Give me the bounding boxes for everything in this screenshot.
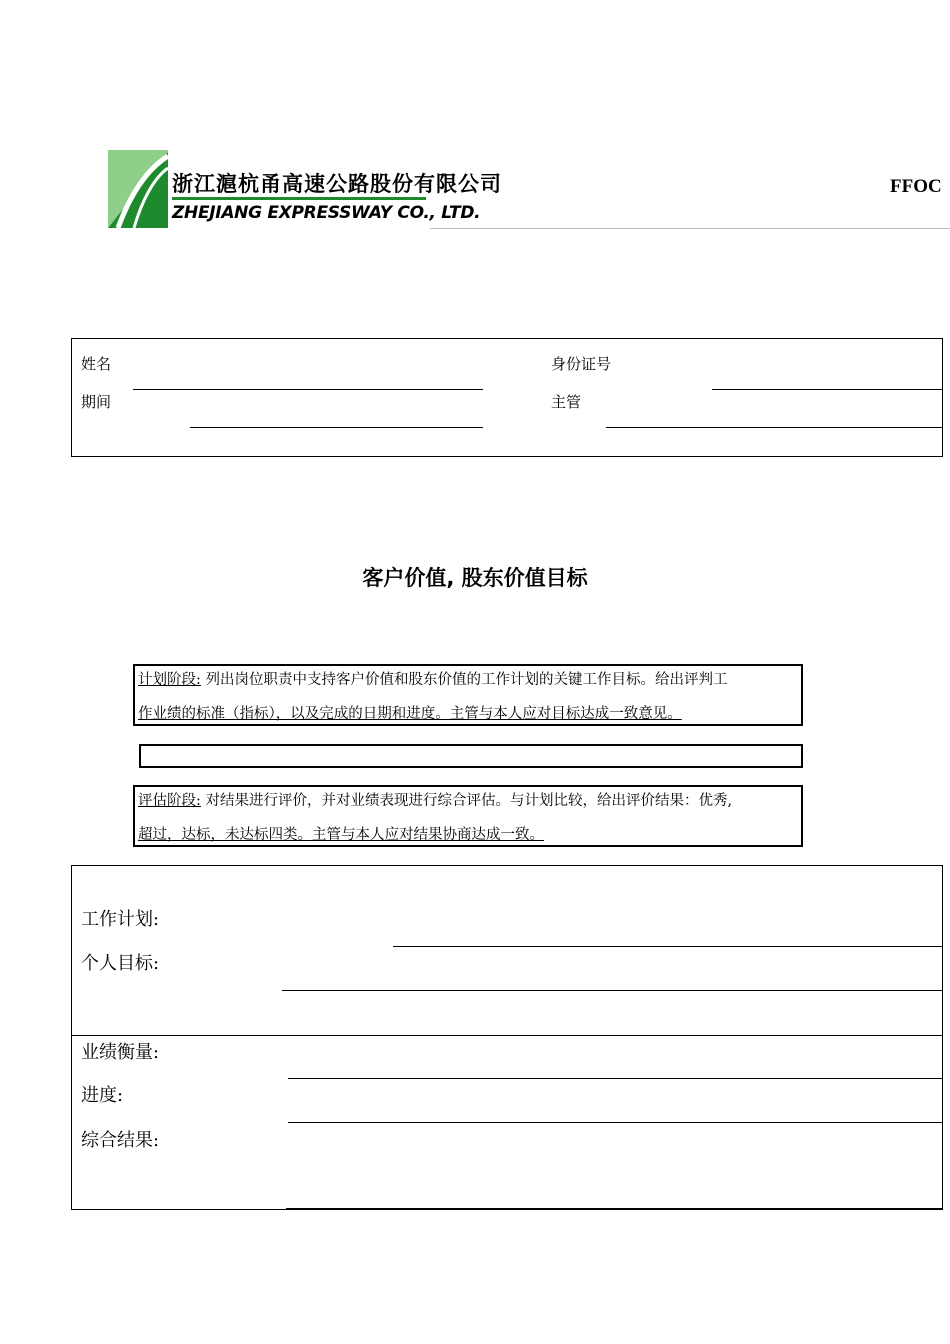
work-plan-label: 工作计划: bbox=[81, 909, 160, 930]
eval-stage-box bbox=[133, 785, 803, 847]
plan-stage-heading: 计划阶段: bbox=[138, 672, 201, 688]
overall-result-label: 综合结果: bbox=[81, 1130, 160, 1151]
name-label: 姓名 bbox=[81, 355, 112, 373]
plan-stage-line-2 bbox=[138, 694, 801, 724]
blank-box bbox=[139, 744, 803, 768]
period-field[interactable] bbox=[190, 427, 483, 428]
plan-stage-line-1 bbox=[138, 666, 801, 694]
page-title: 客户价值, 股东价值目标 bbox=[362, 566, 588, 590]
overall-result-field[interactable] bbox=[286, 1208, 942, 1209]
work-plan-field[interactable] bbox=[393, 946, 942, 947]
progress-field[interactable] bbox=[288, 1122, 942, 1123]
eval-stage-text-1: 对结果进行评价，并对业绩表现进行综合评估。与计划比较，给出评价结果：优秀, bbox=[200, 793, 733, 809]
performance-label: 业绩衡量: bbox=[81, 1042, 160, 1063]
work-plan-box bbox=[71, 865, 943, 1210]
company-name-en: ZHEJIANG EXPRESSWAY CO., LTD. bbox=[172, 203, 481, 223]
document-code: FFOC bbox=[890, 176, 942, 197]
personal-goal-label: 个人目标: bbox=[81, 953, 160, 974]
period-label: 期间 bbox=[81, 393, 112, 411]
id-number-label: 身份证号 bbox=[551, 355, 612, 373]
plan-stage-box bbox=[133, 664, 803, 726]
expressway-logo-icon bbox=[108, 150, 170, 228]
employee-info-box bbox=[71, 338, 943, 457]
performance-field[interactable] bbox=[288, 1078, 942, 1079]
supervisor-label: 主管 bbox=[551, 393, 582, 411]
id-number-field[interactable] bbox=[712, 389, 942, 390]
plan-stage-text-1: 列出岗位职责中支持客户价值和股东价值的工作计划的关键工作目标。给出评判工 bbox=[200, 672, 728, 688]
eval-stage-line-2 bbox=[138, 815, 801, 845]
logo-divider bbox=[172, 197, 426, 200]
eval-stage-heading: 评估阶段: bbox=[138, 793, 201, 809]
progress-label: 进度: bbox=[81, 1085, 124, 1106]
eval-stage-line-1 bbox=[138, 787, 801, 815]
section-divider bbox=[71, 1035, 943, 1036]
supervisor-field[interactable] bbox=[606, 427, 942, 428]
plan-stage-text-2: 作业绩的标准（指标），以及完成的日期和进度。主管与本人应对目标达成一致意见。 bbox=[138, 706, 682, 722]
personal-goal-field[interactable] bbox=[282, 990, 942, 991]
eval-stage-text-2: 超过，达标，未达标四类。主管与本人应对结果协商达成一致。 bbox=[138, 827, 544, 843]
header-rule bbox=[430, 228, 950, 229]
name-field[interactable] bbox=[133, 389, 483, 390]
company-name-cn: 浙江滬杭甬高速公路股份有限公司 bbox=[172, 172, 502, 196]
